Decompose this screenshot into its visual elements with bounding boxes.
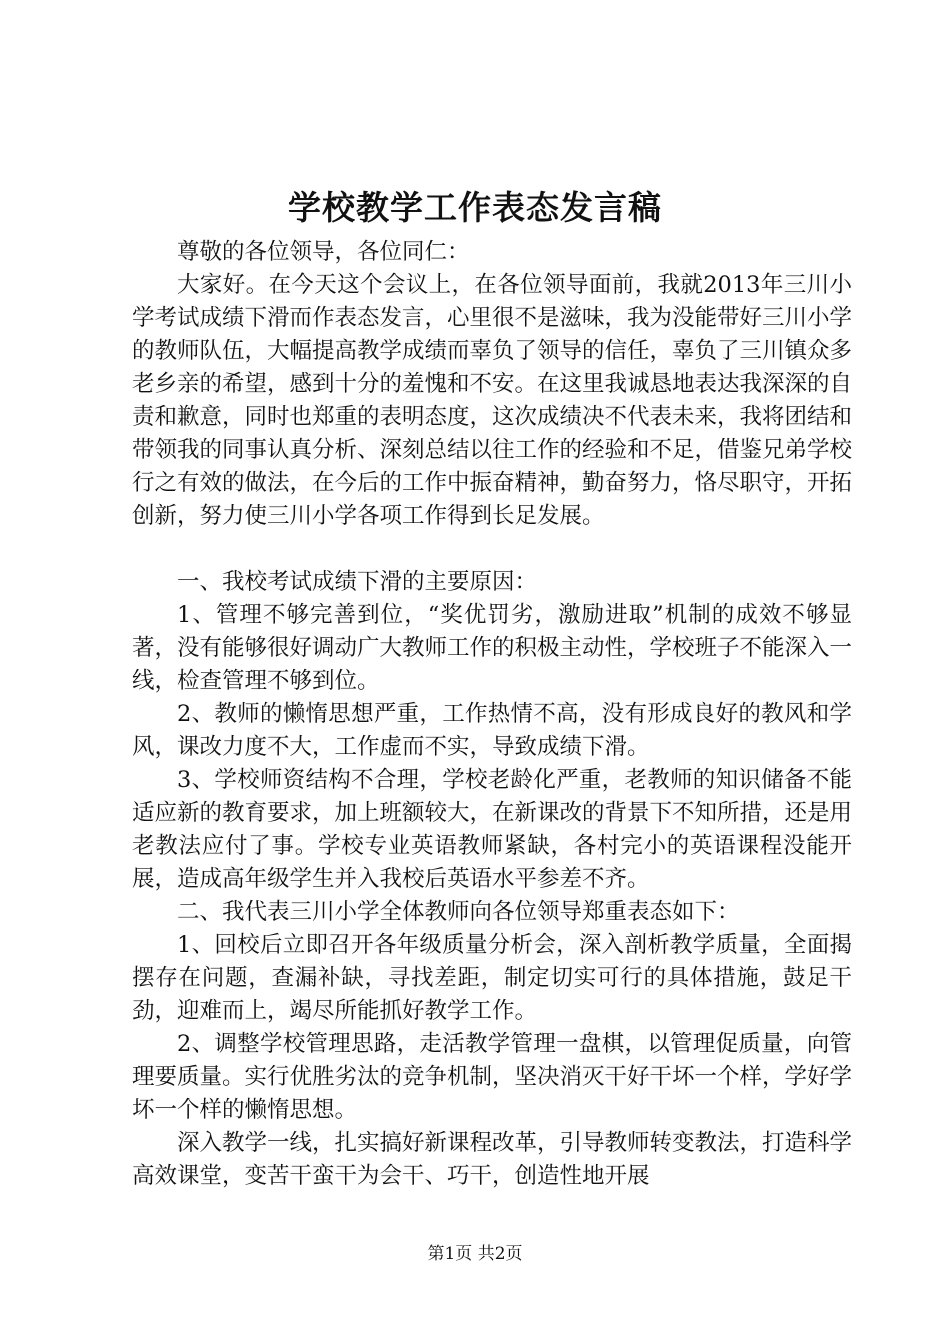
section-heading-reasons: 一、我校考试成绩下滑的主要原因： <box>177 569 538 595</box>
salutation: 尊敬的各位领导，各位同仁： <box>177 239 470 265</box>
document-title: 学校教学工作表态发言稿 <box>288 188 662 227</box>
page-footer: 第1页 共2页 <box>427 1244 523 1264</box>
section-heading-commitments: 二、我代表三川小学全体教师向各位领导郑重表态如下： <box>177 899 740 925</box>
reason-item-3: 3、学校师资结构不合理，学校老龄化严重，老教师的知识储备不能适应新的教育要求，加上班额较大，在新课改的背景下不知所措，还是用老教法应付了事。学校专业英语教师紧缺，各村完小的英语课程没能开展，造成高年级学生并入我校后英语水平参差不齐。 <box>132 767 853 892</box>
commitment-item-2: 2、调整学校管理思路，走活教学管理一盘棋，以管理促质量，向管理要质量。实行优胜劣汰的竞争机制，坚决消灭干好干坏一个样，学好学坏一个样的懒惰思想。 <box>132 1031 853 1123</box>
commitment-item-1: 1、回校后立即召开各年级质量分析会，深入剖析教学质量，全面揭摆存在问题，查漏补缺，寻找差距，制定切实可行的具体措施，鼓足干劲，迎难而上，竭尽所能抓好教学工作。 <box>132 932 852 1024</box>
commitment-continuation: 深入教学一线，扎实搞好新课程改革，引导教师转变教法，打造科学高效课堂，变苦干蛮干为会干、巧干，创造性地开展 <box>132 1130 853 1189</box>
reason-item-2: 2、教师的懒惰思想严重，工作热情不高，没有形成良好的教风和学风，课改力度不大，工作虚而不实，导致成绩下滑。 <box>132 701 852 760</box>
reason-item-1: 1、管理不够完善到位，“奖优罚劣，激励进取”机制的成效不够显著，没有能够很好调动广大教师工作的积极主动性，学校班子不能深入一线，检查管理不够到位。 <box>132 602 853 694</box>
document-body <box>132 236 852 1193</box>
paragraph-gap <box>132 533 852 566</box>
opening-paragraph: 大家好。在今天这个会议上，在各位领导面前，我就2013年三川小学考试成绩下滑而作表态发言，心里很不是滋味，我为没能带好三川小学的教师队伍，大幅提高教学成绩而辜负了领导的信任，辜负了三川镇众多老乡亲的希望，感到十分的羞愧和不安。在这里我诚恳地表达我深深的自责和歉意，同时也郑重的表明态度，这次成绩决不代表未来，我将团结和带领我的同事认真分析、深刻总结以往工作的经验和不足，借鉴兄弟学校行之有效的做法，在今后的工作中振奋精神，勤奋努力，恪尽职守，开拓创新，努力使三川小学各项工作得到长足发展。 <box>132 272 853 529</box>
